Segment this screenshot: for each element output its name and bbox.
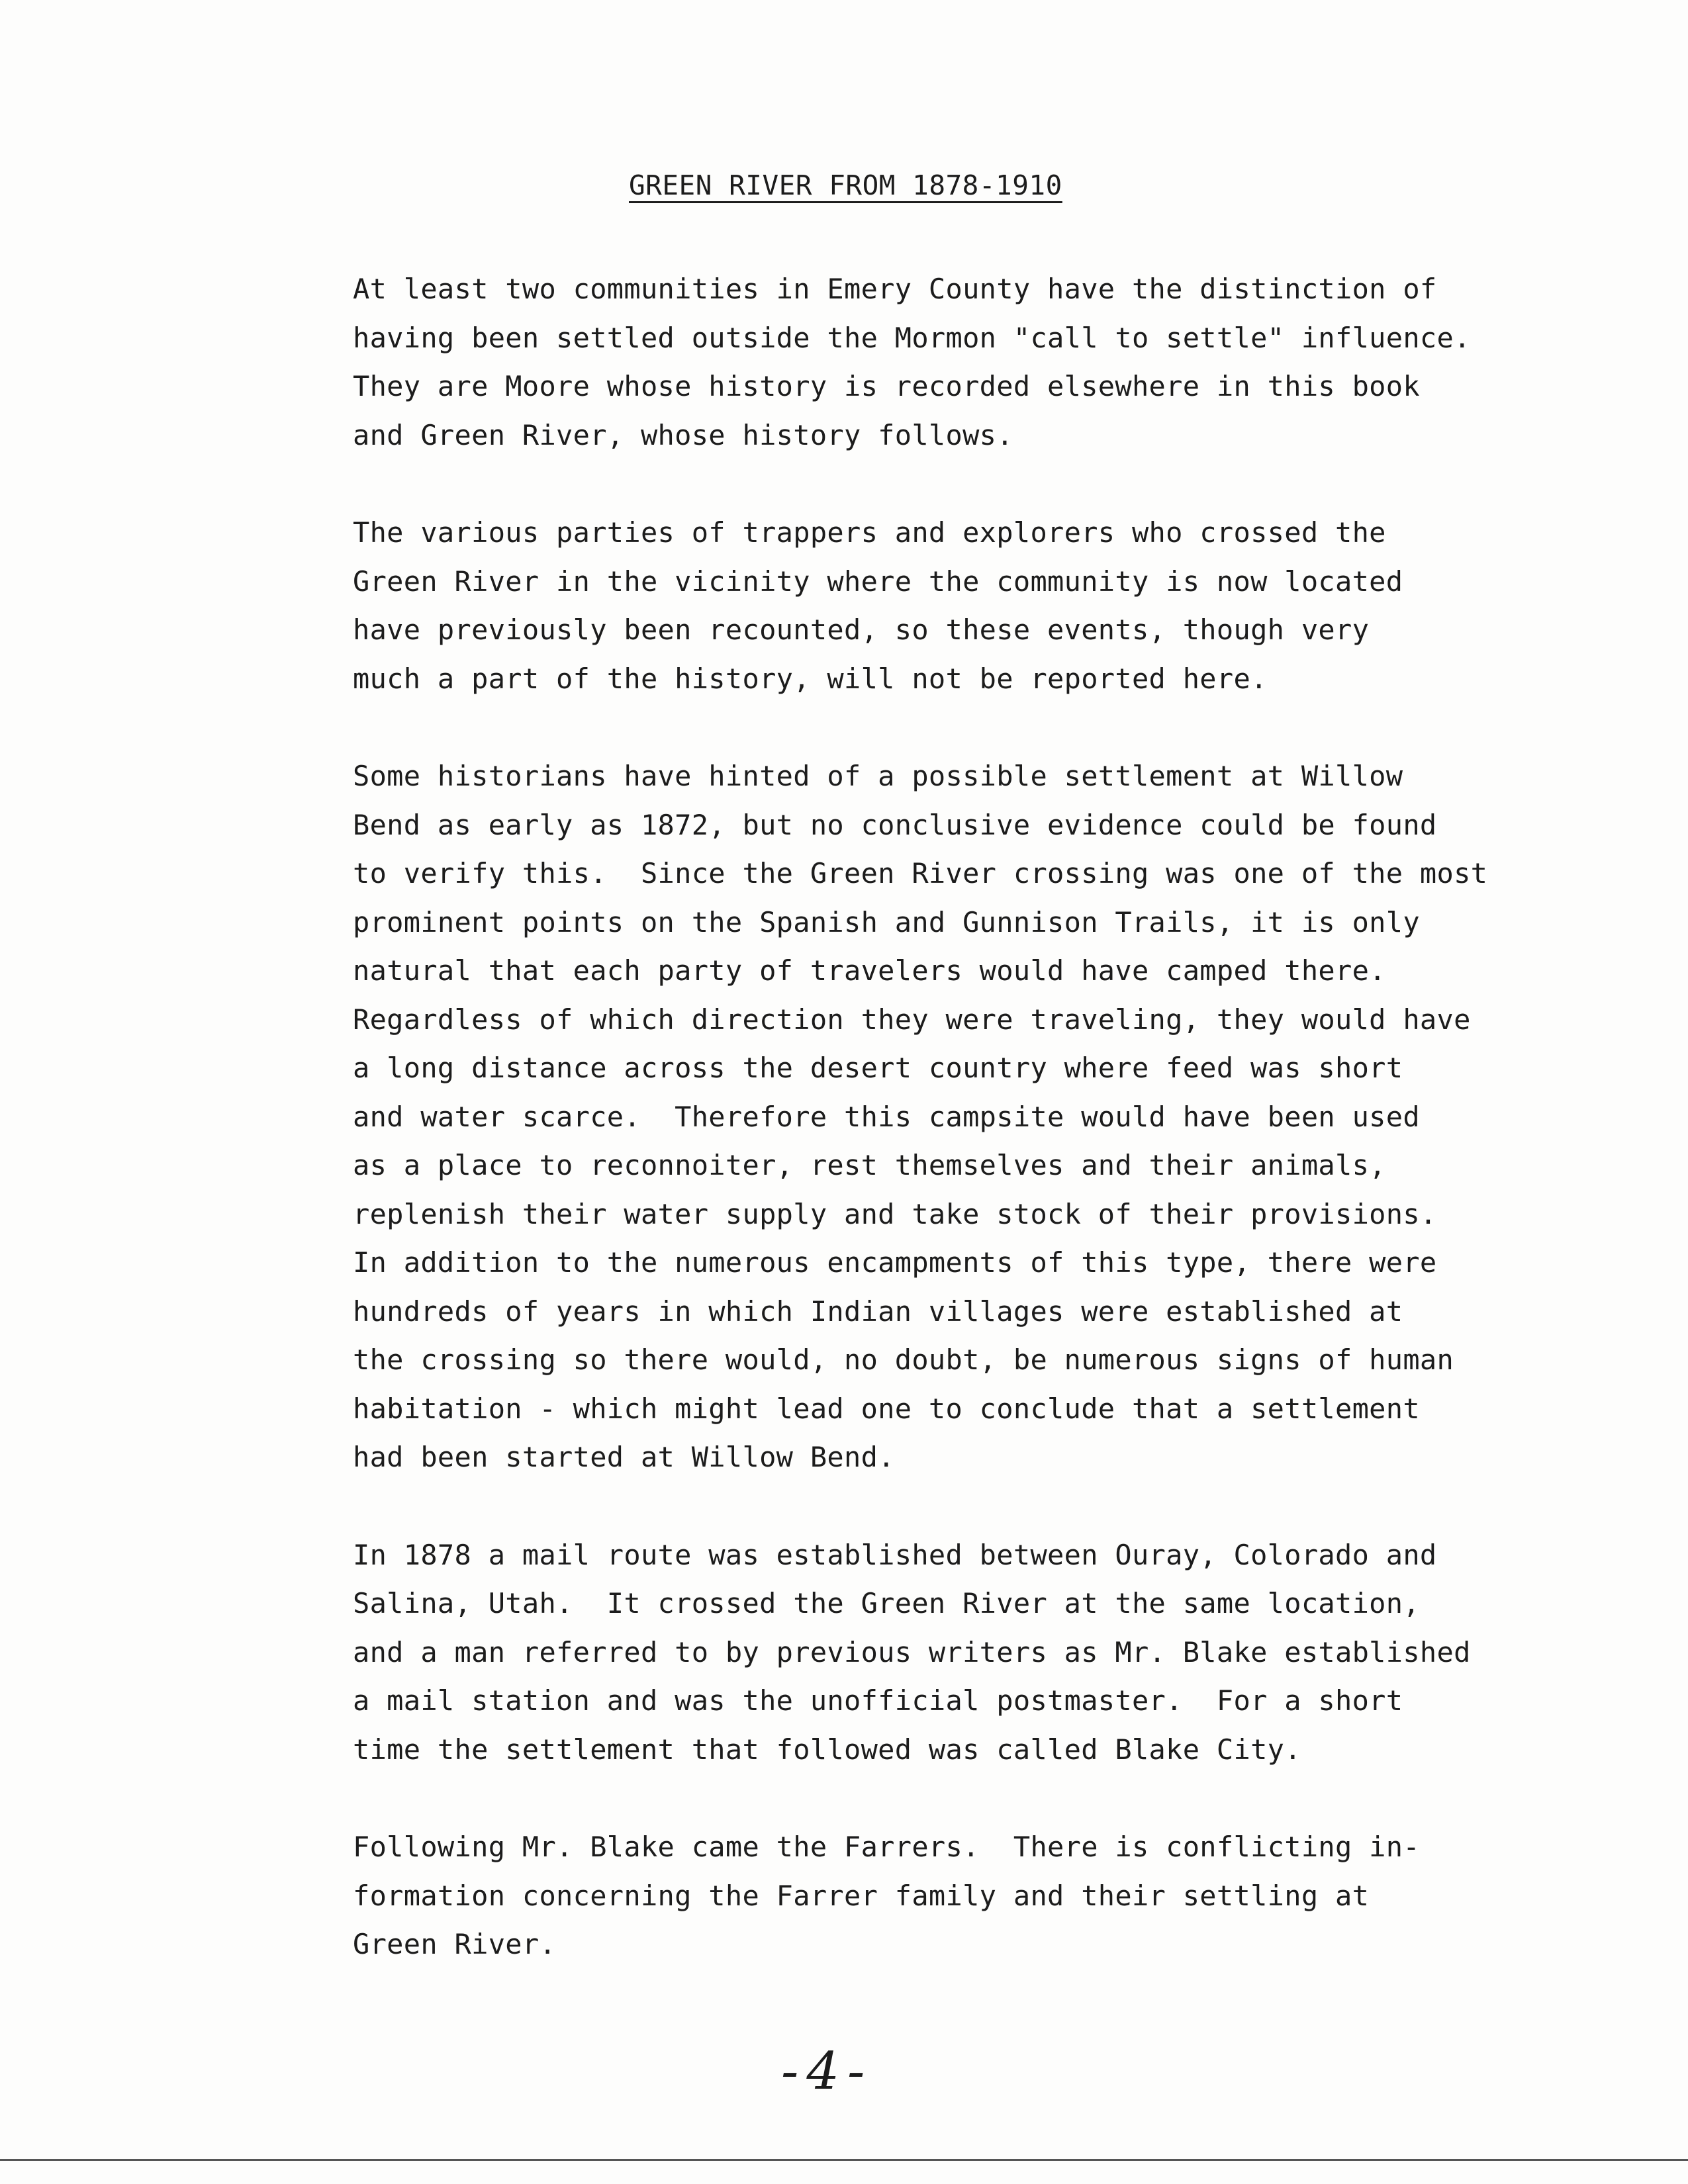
text-line: to verify this. Since the Green River crossing was one of the most xyxy=(353,857,1488,889)
text-line: replenish their water supply and take stock of their provisions. xyxy=(353,1197,1437,1230)
paragraph-4 xyxy=(353,1531,1491,1774)
text-line: and Green River, whose history follows. xyxy=(353,418,1013,451)
text-line: At least two communities in Emery County have the distinction of xyxy=(353,273,1437,305)
text-line: habitation - which might lead one to conclude that a settlement xyxy=(353,1392,1420,1425)
text-line: Salina, Utah. It crossed the Green River at the same location, xyxy=(353,1587,1420,1619)
text-line: The various parties of trappers and explorers who crossed the xyxy=(353,516,1386,549)
text-line: natural that each party of travelers would have camped there. xyxy=(353,954,1386,987)
text-line: as a place to reconnoiter, rest themselves and their animals, xyxy=(353,1149,1386,1181)
text-line: the crossing so there would, no doubt, be numerous signs of human xyxy=(353,1343,1454,1376)
text-line: and water scarce. Therefore this campsite would have been used xyxy=(353,1100,1420,1133)
paragraph-2 xyxy=(353,508,1491,703)
text-line: having been settled outside the Mormon "call to settle" influence. xyxy=(353,321,1471,354)
text-line: prominent points on the Spanish and Gunnison Trails, it is only xyxy=(353,905,1420,938)
paragraph-3 xyxy=(353,752,1491,1482)
text-line: time the settlement that followed was called Blake City. xyxy=(353,1733,1301,1766)
text-line: Bend as early as 1872, but no conclusive evidence could be found xyxy=(353,808,1437,841)
text-line: much a part of the history, will not be reported here. xyxy=(353,662,1268,695)
text-line: Following Mr. Blake came the Farrers. There is conflicting in- xyxy=(353,1831,1420,1863)
bottom-edge-line xyxy=(0,2159,1688,2161)
text-line: Some historians have hinted of a possible settlement at Willow xyxy=(353,760,1403,792)
paragraph-5 xyxy=(353,1823,1491,1969)
page-title: GREEN RIVER FROM 1878-1910 xyxy=(629,169,1062,201)
text-line: hundreds of years in which Indian villages were established at xyxy=(353,1295,1403,1328)
text-line: In addition to the numerous encampments of this type, there were xyxy=(353,1246,1437,1279)
text-line: They are Moore whose history is recorded elsewhere in this book xyxy=(353,370,1420,402)
text-line: formation concerning the Farrer family and their settling at xyxy=(353,1879,1370,1912)
text-line: Regardless of which direction they were traveling, they would have xyxy=(353,1003,1471,1036)
text-line: Green River in the vicinity where the community is now located xyxy=(353,565,1403,598)
text-line: have previously been recounted, so these events, though very xyxy=(353,614,1370,646)
text-line: a mail station and was the unofficial postmaster. For a short xyxy=(353,1684,1403,1717)
page-number: -4- xyxy=(781,2042,873,2101)
paragraph-1 xyxy=(353,265,1491,459)
text-line: Green River. xyxy=(353,1928,557,1960)
body-text xyxy=(353,265,1491,2018)
text-line: had been started at Willow Bend. xyxy=(353,1441,895,1473)
text-line: and a man referred to by previous writers as Mr. Blake established xyxy=(353,1635,1471,1668)
text-line: In 1878 a mail route was established between Ouray, Colorado and xyxy=(353,1538,1437,1571)
text-line: a long distance across the desert country where feed was short xyxy=(353,1052,1403,1084)
